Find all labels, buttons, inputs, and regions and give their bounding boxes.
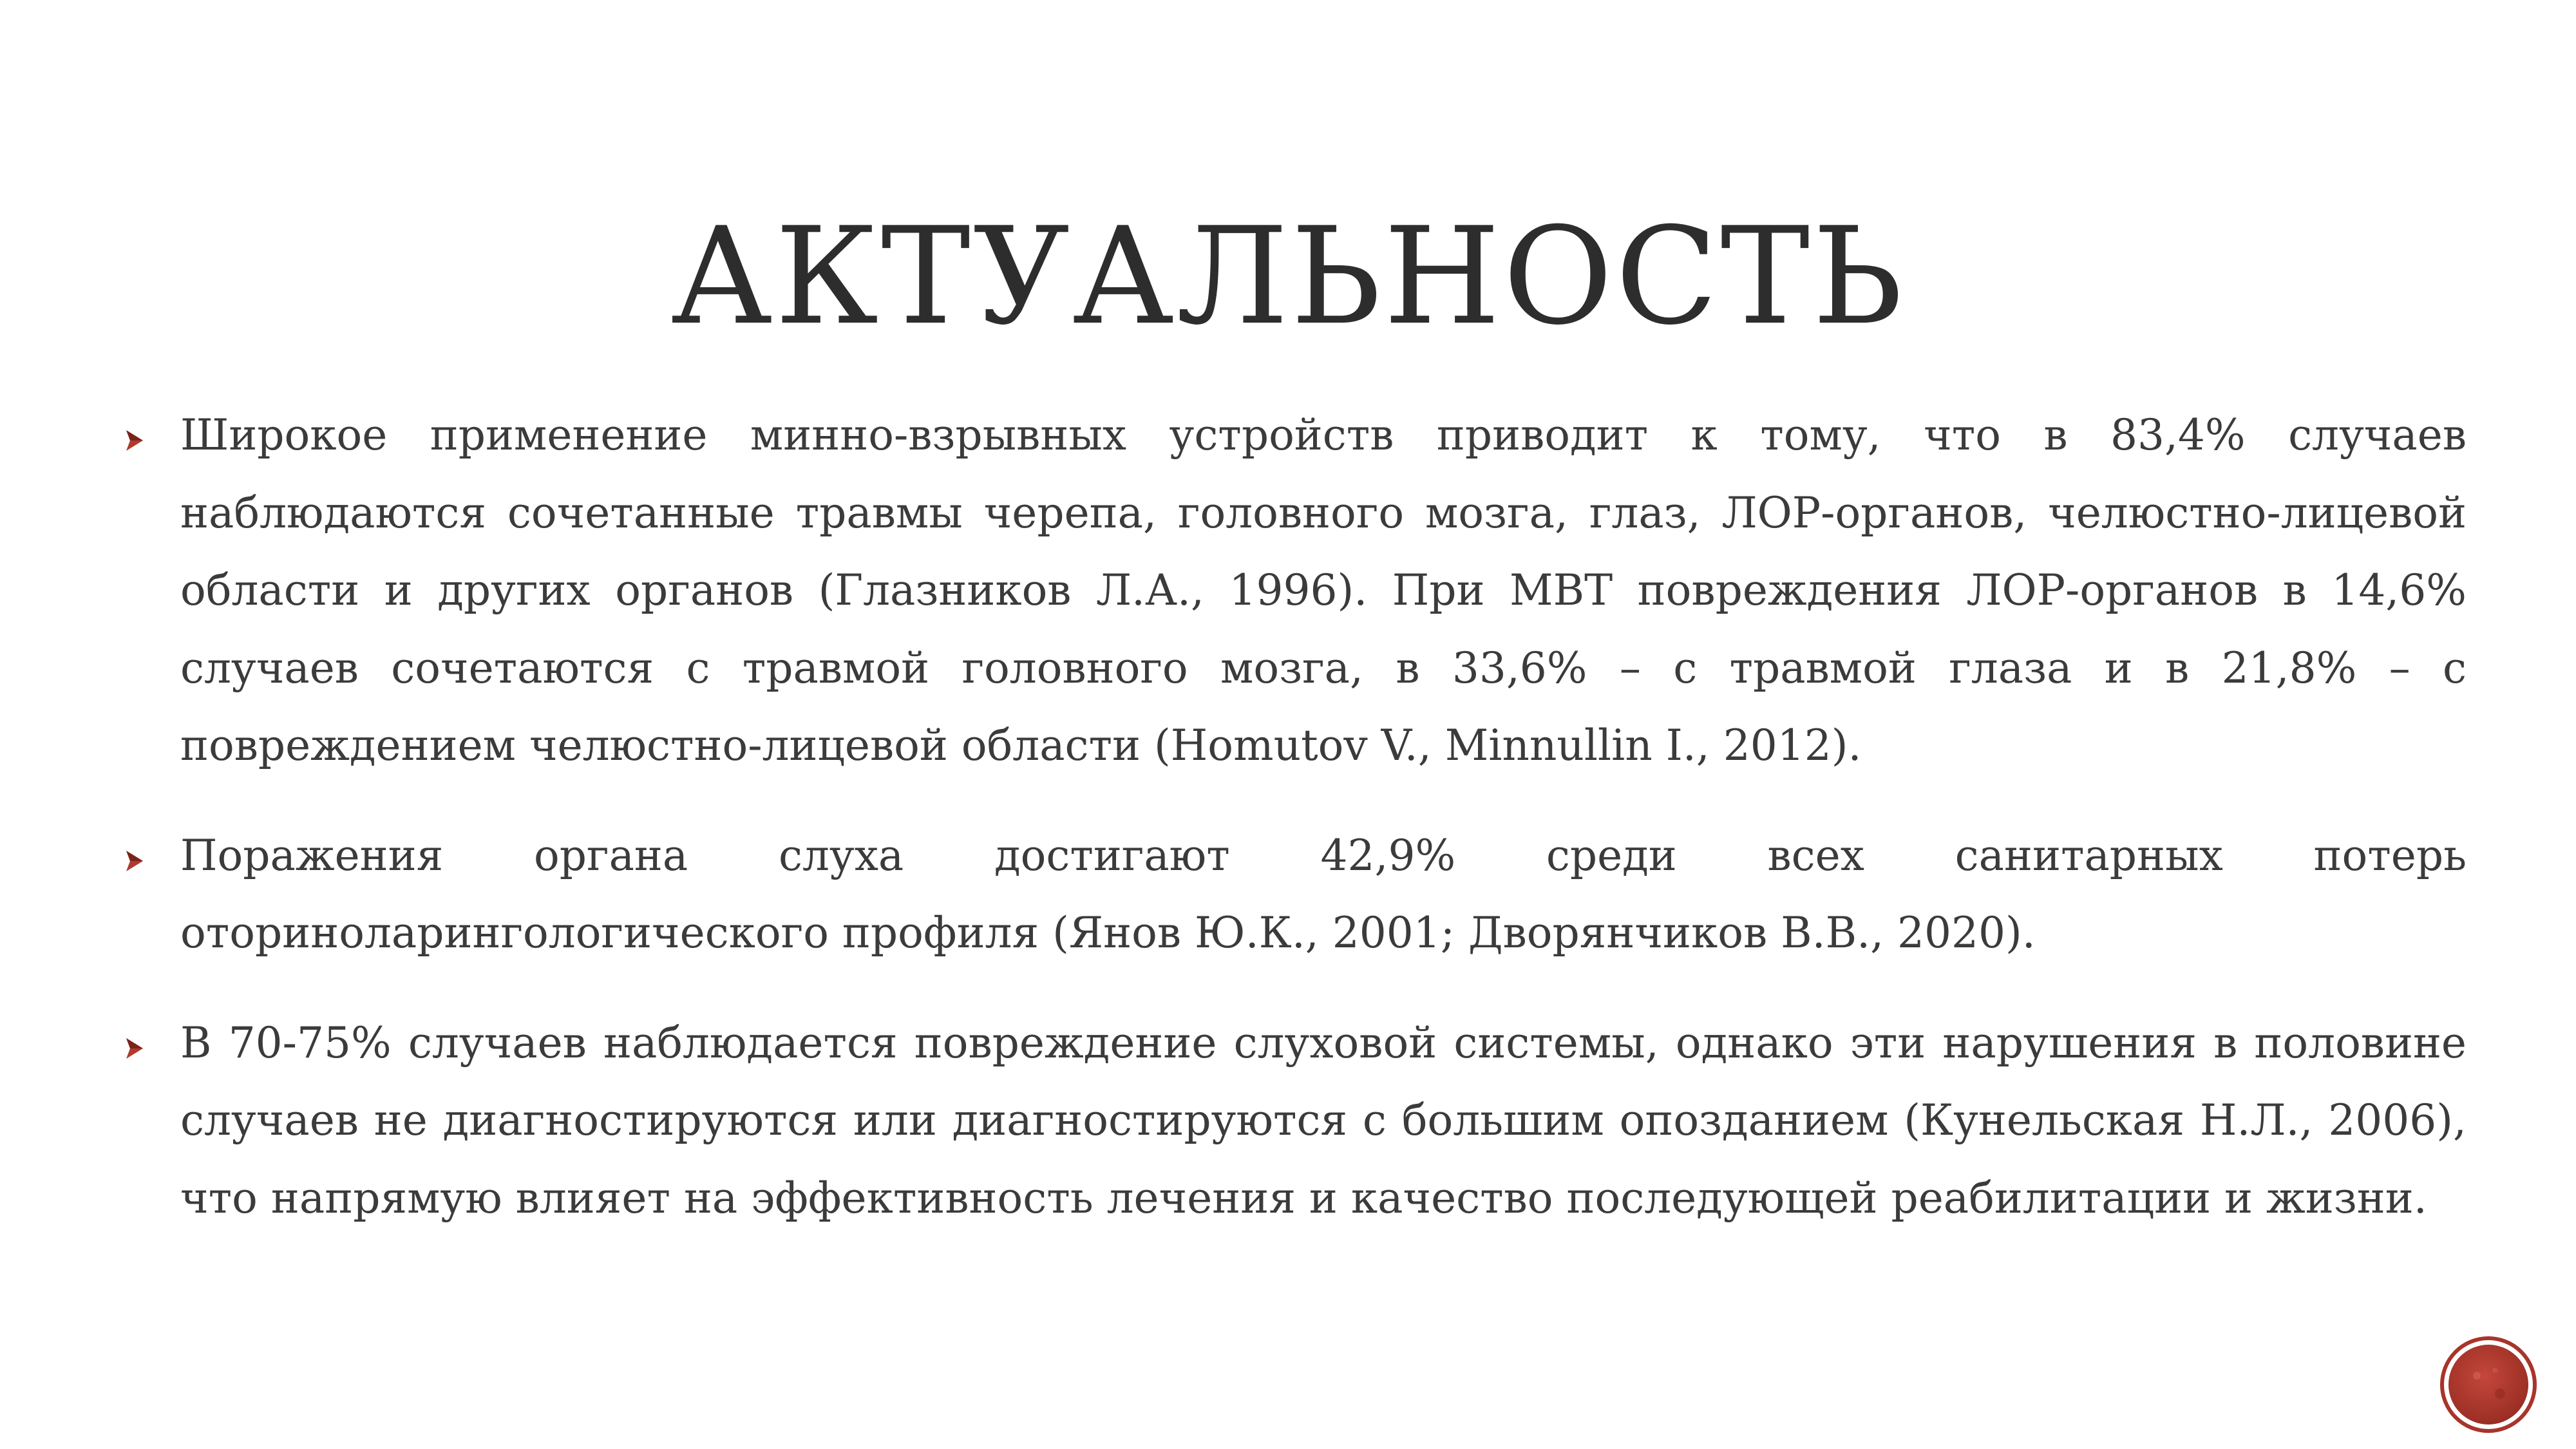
bullet-item [116,1005,2467,1238]
bullet-item [116,397,2467,785]
bullet-item [116,817,2467,972]
arrow-bullet-icon [121,848,147,874]
bullet-text: Поражения органа слуха достигают 42,9% среди всех санитарных потерь оториноларингологического профиля (Янов Ю.К., 2001; Дворянчиков В.В., 2020). [180,830,2467,958]
arrow-bullet-icon [121,1036,147,1061]
bullet-text: Широкое применение минно-взрывных устройств приводит к тому, что в 83,4% случаев наблюдаются сочетанные травмы черепа, головного мозга, глаз, ЛОР-органов, челюстно-лицевой области и других органов (Глазников Л.А., 1996). При МВТ повреждения ЛОР-органов в 14,6% случаев сочетаются с травмой головного мозга, в 33,6% – с травмой глаза и в 21,8% – с повреждением челюстно-лицевой области (Homutov V., Minnullin I., 2012). [180,410,2467,770]
arrow-bullet-icon [121,428,147,453]
slide-title: АКТУАЛЬНОСТЬ [670,199,1906,355]
bullet-list [116,397,2467,1269]
red-circle-badge-icon [2438,1334,2539,1435]
bullet-text: В 70-75% случаев наблюдается повреждение слуховой системы, однако эти нарушения в половине случаев не диагностируются или диагностируются с большим опозданием (Кунельская Н.Л., 2006), что напрямую влияет на эффективность лечения и качество последующей реабилитации и жизни. [180,1018,2467,1223]
